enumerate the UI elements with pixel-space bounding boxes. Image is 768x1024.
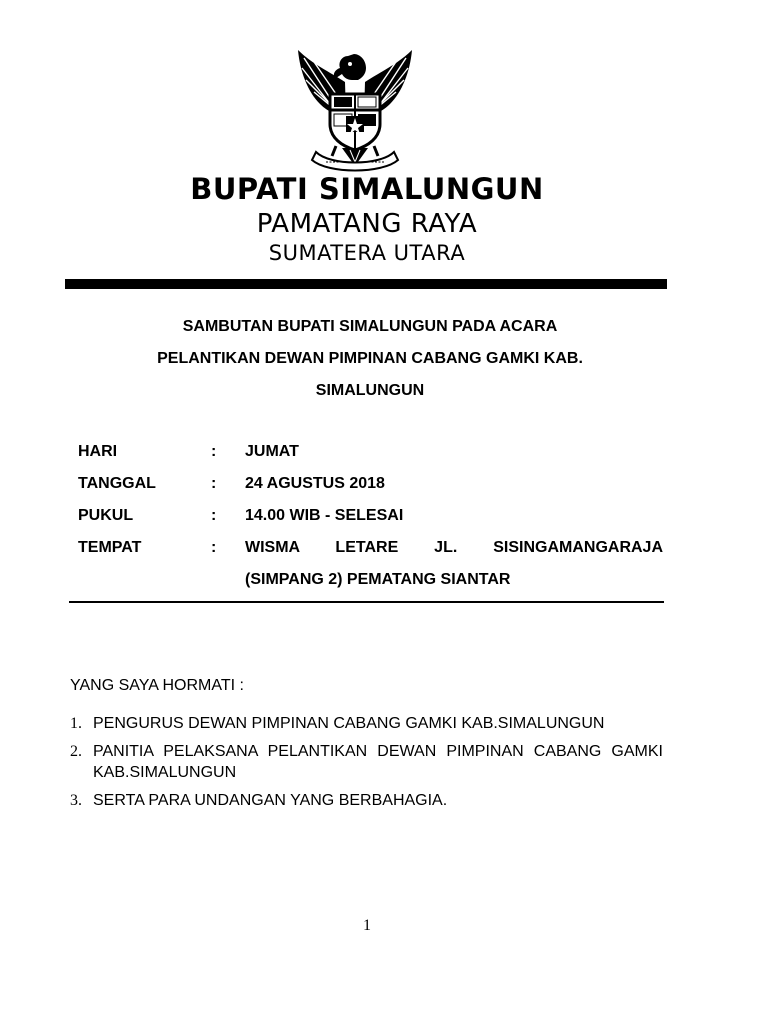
list-text: PENGURUS DEWAN PIMPINAN CABANG GAMKI KAB.SIMALUNGUN <box>93 715 605 732</box>
detail-row-place <box>78 532 663 564</box>
detail-separator: : <box>211 507 217 524</box>
detail-separator: : <box>211 475 217 492</box>
list-item <box>70 790 663 811</box>
detail-value: JUMAT <box>245 443 299 460</box>
list-item <box>70 713 663 734</box>
list-number: 2. <box>70 743 82 760</box>
detail-row-day <box>78 436 663 468</box>
details-divider <box>69 601 664 603</box>
letterhead-divider <box>65 279 667 289</box>
detail-label: HARI <box>78 443 118 460</box>
detail-separator: : <box>211 443 217 460</box>
list-text: PANITIA PELAKSANA PELANTIKAN DEWAN PIMPINAN CABANG GAMKI KAB.SIMALUNGUN <box>93 743 663 781</box>
letterhead-city: PAMATANG RAYA <box>256 209 478 239</box>
detail-separator: : <box>211 539 217 556</box>
list-item <box>70 741 663 783</box>
addressee-list <box>70 713 663 818</box>
speech-heading <box>100 311 640 407</box>
page-number: 1 <box>363 917 371 934</box>
list-number: 3. <box>70 792 82 809</box>
garuda-emblem-icon <box>290 42 420 174</box>
heading-line-1: SAMBUTAN BUPATI SIMALUNGUN PADA ACARA <box>182 318 558 335</box>
heading-line-3: SIMALUNGUN <box>315 382 425 399</box>
event-details <box>78 436 663 596</box>
detail-label: PUKUL <box>78 507 134 524</box>
detail-value: 14.00 WIB - SELESAI <box>245 507 404 524</box>
greeting: YANG SAYA HORMATI : <box>70 677 244 694</box>
detail-value: WISMA LETARE JL. SISINGAMANGARAJA <box>245 539 663 556</box>
detail-label: TEMPAT <box>78 539 142 556</box>
detail-row-time <box>78 500 663 532</box>
detail-value-continued: (SIMPANG 2) PEMATANG SIANTAR <box>245 571 511 588</box>
list-number: 1. <box>70 715 82 732</box>
detail-label: TANGGAL <box>78 475 156 492</box>
detail-row-place-continued <box>78 564 663 596</box>
letterhead-province: SUMATERA UTARA <box>268 241 466 265</box>
list-text: SERTA PARA UNDANGAN YANG BERBAHAGIA. <box>93 792 448 809</box>
detail-value: 24 AGUSTUS 2018 <box>245 475 385 492</box>
letterhead-title: BUPATI SIMALUNGUN <box>190 172 544 206</box>
heading-line-2: PELANTIKAN DEWAN PIMPINAN CABANG GAMKI KAB. <box>157 350 583 367</box>
detail-row-date <box>78 468 663 500</box>
